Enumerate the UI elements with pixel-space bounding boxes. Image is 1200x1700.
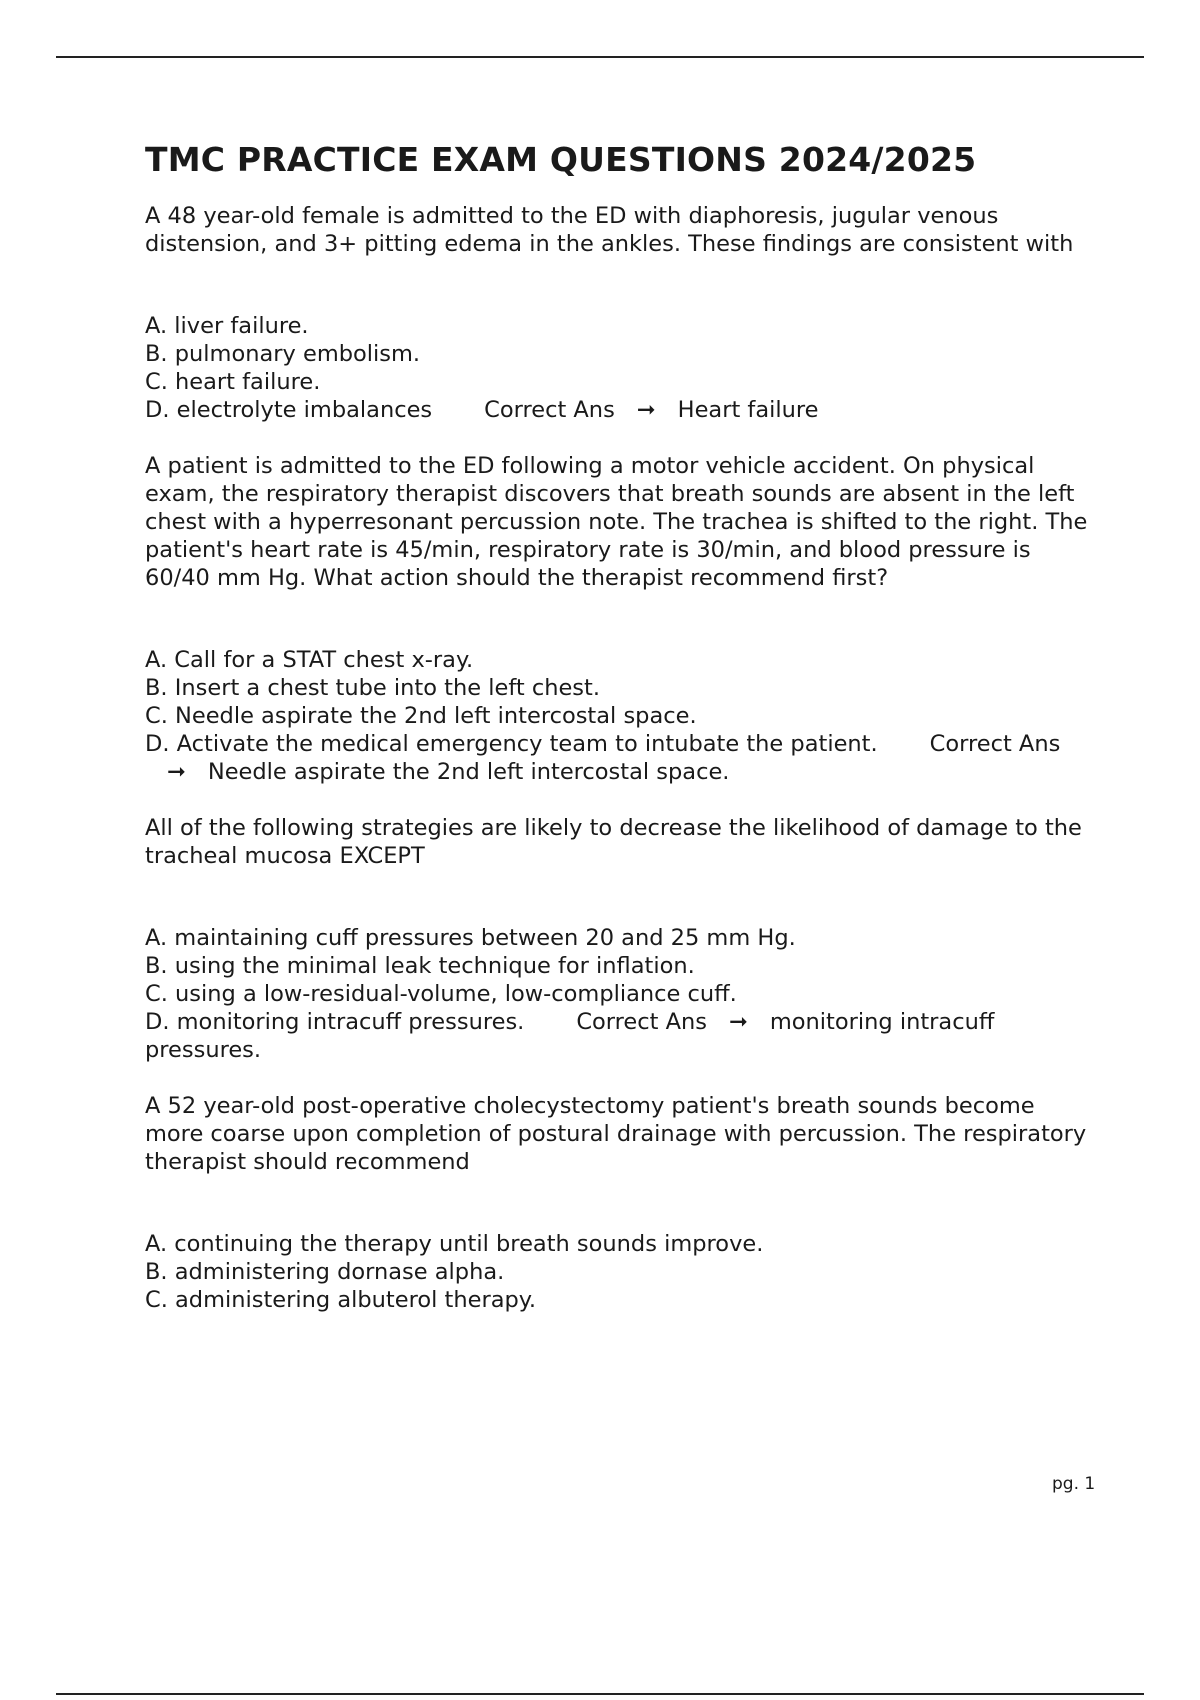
question-3 [145,814,1090,1064]
option-a: A. Call for a STAT chest x-ray. [145,646,474,673]
correct-answer: Heart failure [677,396,819,423]
page-number: pg. 1 [1052,1474,1096,1494]
question-2 [145,452,1090,786]
option-d-with-answer [145,396,1090,424]
question-4 [145,1092,1090,1314]
option-c: C. heart failure. [145,368,321,395]
option-d: D. electrolyte imbalances [145,396,433,423]
answer-label: Correct Ans [929,730,1061,757]
option-d: D. Activate the medical emergency team to intubate the patient. [145,730,878,757]
right-arrow-icon: ➞ [636,396,656,423]
right-arrow-icon: ➞ [728,1008,748,1035]
question-stem: All of the following strategies are likely to decrease the likelihood of damage to the tracheal mucosa EXCEPT [145,814,1082,869]
correct-answer: monitoring intracuff pressures. [145,1008,995,1063]
option-d-with-answer [145,730,1090,786]
option-a: A. continuing the therapy until breath sounds improve. [145,1230,764,1257]
page-content [145,140,1090,1314]
question-stem: A 52 year-old post-operative cholecystectomy patient's breath sounds become more coarse upon completion of postural drainage with percussion. The respiratory therapist should recommend [145,1092,1087,1175]
answer-label: Correct Ans [576,1008,707,1035]
option-a: A. maintaining cuff pressures between 20 and 25 mm Hg. [145,924,796,951]
option-b: B. using the minimal leak technique for inflation. [145,952,695,979]
option-c: C. administering albuterol therapy. [145,1286,537,1313]
correct-answer: Needle aspirate the 2nd left intercostal space. [207,758,730,785]
question-stem: A 48 year-old female is admitted to the ED with diaphoresis, jugular venous distension, and 3+ pitting edema in the ankles. These findings are consistent with [145,202,1074,257]
option-d: D. monitoring intracuff pressures. [145,1008,525,1035]
question-1 [145,202,1090,424]
option-b: B. administering dornase alpha. [145,1258,505,1285]
answer-label: Correct Ans [484,396,615,423]
right-arrow-icon: ➞ [167,758,186,785]
option-b: B. pulmonary embolism. [145,340,421,367]
option-c: C. Needle aspirate the 2nd left intercostal space. [145,702,697,729]
option-d-with-answer [145,1008,1090,1064]
option-b: B. Insert a chest tube into the left chest. [145,674,600,701]
question-stem: A patient is admitted to the ED following a motor vehicle accident. On physical exam, the respiratory therapist discovers that breath sounds are absent in the left chest with a hyperresonant percussion note. The trachea is shifted to the right. The patient's heart rate is 45/min, respiratory rate is 30/min, and blood pressure is 60/40 mm Hg. What action should the therapist recommend first? [145,452,1088,591]
page-title: TMC PRACTICE EXAM QUESTIONS 2024/2025 [145,140,977,179]
bottom-rule [56,1693,1144,1695]
option-a: A. liver failure. [145,312,309,339]
option-c: C. using a low-residual-volume, low-compliance cuff. [145,980,737,1007]
top-rule [56,56,1144,58]
